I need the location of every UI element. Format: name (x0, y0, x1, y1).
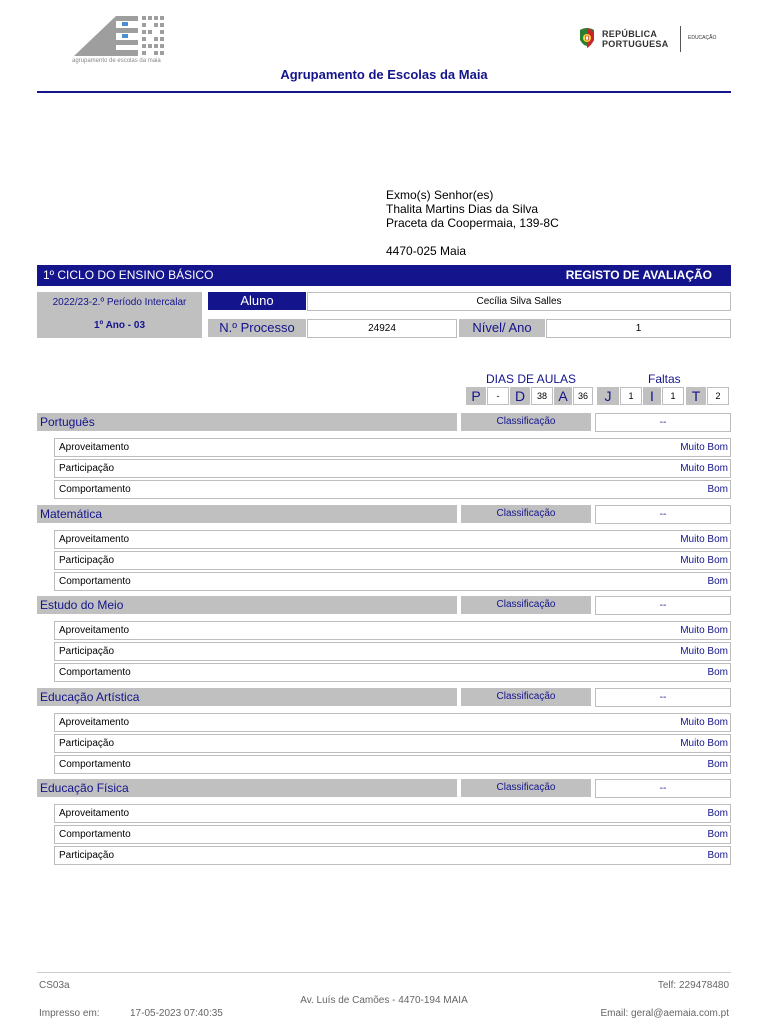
criterion-row (54, 459, 731, 478)
criterion-label: Aproveitamento (59, 717, 130, 728)
classification-label: Classificação (461, 779, 591, 797)
criterion-label: Aproveitamento (59, 442, 130, 453)
criterion-value: Bom (707, 667, 728, 678)
criterion-row (54, 480, 731, 499)
logo-divider (680, 26, 681, 52)
i-value: 1 (662, 387, 684, 405)
subject-title: Estudo do Meio (37, 596, 457, 614)
i-label: I (643, 387, 661, 405)
criterion-value: Bom (707, 576, 728, 587)
cycle-label: 1º CICLO DO ENSINO BÁSICO (43, 268, 214, 282)
criterion-value: Muito Bom (680, 534, 728, 545)
classification-label: Classificação (461, 688, 591, 706)
header-rule (37, 91, 731, 93)
criterion-row (54, 572, 731, 591)
subject-title: Educação Física (37, 779, 457, 797)
criterion-row (54, 804, 731, 823)
classification-value: -- (595, 688, 731, 707)
criterion-row (54, 846, 731, 865)
classification-value: -- (595, 779, 731, 798)
d-value: 38 (531, 387, 553, 405)
criterion-label: Aproveitamento (59, 534, 130, 545)
dias-aulas-label: DIAS DE AULAS (486, 372, 577, 386)
t-label: T (686, 387, 706, 405)
criterion-label: Comportamento (59, 667, 131, 678)
report-banner (37, 265, 731, 286)
criterion-label: Comportamento (59, 759, 131, 770)
t-value: 2 (707, 387, 729, 405)
criterion-row (54, 530, 731, 549)
classification-label: Classificação (461, 505, 591, 523)
address-name: Thalita Martins Dias da Silva (386, 202, 539, 216)
republic-line1: REPÚBLICA (602, 29, 658, 39)
period-box (37, 292, 202, 338)
republic-logo (577, 26, 727, 54)
criterion-label: Comportamento (59, 576, 131, 587)
criterion-row (54, 713, 731, 732)
criterion-row (54, 438, 731, 457)
ministry-label: EDUCAÇÃO (688, 35, 717, 41)
criterion-row (54, 825, 731, 844)
criterion-label: Participação (59, 738, 115, 749)
criterion-value: Bom (707, 850, 728, 861)
criterion-row (54, 755, 731, 774)
criterion-value: Bom (707, 484, 728, 495)
criterion-label: Comportamento (59, 829, 131, 840)
subject-title: Português (37, 413, 457, 431)
period-label: 2022/23-2.º Período Intercalar (52, 297, 187, 308)
criterion-value: Bom (707, 829, 728, 840)
classification-label: Classificação (461, 413, 591, 431)
criterion-row (54, 621, 731, 640)
criterion-value: Muito Bom (680, 625, 728, 636)
republic-line2: PORTUGUESA (602, 39, 669, 49)
criterion-row (54, 551, 731, 570)
criterion-label: Participação (59, 646, 115, 657)
criterion-label: Comportamento (59, 484, 131, 495)
criterion-label: Participação (59, 463, 115, 474)
coat-of-arms-icon (577, 26, 597, 52)
a-value: 36 (573, 387, 593, 405)
footer-code: CS03a (39, 980, 70, 991)
criterion-label: Participação (59, 555, 115, 566)
school-title: Agrupamento de Escolas da Maia (280, 67, 488, 82)
nivel-value: 1 (546, 319, 731, 338)
footer-phone: Telf: 229478480 (657, 980, 729, 991)
report-title: REGISTO DE AVALIAÇÃO (565, 268, 712, 282)
aluno-value: Cecília Silva Salles (307, 292, 731, 311)
classification-value: -- (595, 596, 731, 615)
criterion-value: Muito Bom (680, 717, 728, 728)
criterion-row (54, 642, 731, 661)
p-label: P (466, 387, 486, 405)
address-salutation: Exmo(s) Senhor(es) (386, 188, 494, 202)
classification-value: -- (595, 505, 731, 524)
a-label: A (554, 387, 572, 405)
subject-title: Matemática (37, 505, 457, 523)
criterion-value: Muito Bom (680, 646, 728, 657)
j-label: J (597, 387, 619, 405)
classification-value: -- (595, 413, 731, 432)
p-value: - (487, 387, 509, 405)
footer-address: Av. Luís de Camões - 4470-194 MAIA (300, 995, 468, 1006)
criterion-value: Muito Bom (680, 442, 728, 453)
criterion-row (54, 734, 731, 753)
classification-label: Classificação (461, 596, 591, 614)
criterion-value: Muito Bom (680, 463, 728, 474)
criterion-value: Muito Bom (680, 738, 728, 749)
nivel-label: Nível/ Ano (459, 319, 545, 337)
footer-email: Email: geral@aemaia.com.pt (600, 1008, 729, 1019)
criterion-label: Participação (59, 850, 115, 861)
subject-title: Educação Artística (37, 688, 457, 706)
processo-value: 24924 (307, 319, 457, 338)
j-value: 1 (620, 387, 642, 405)
aluno-label: Aluno (208, 292, 306, 310)
address-street: Praceta da Coopermaia, 139-8C (386, 216, 559, 230)
criterion-value: Bom (707, 759, 728, 770)
printed-label: Impresso em: (39, 1008, 100, 1019)
processo-label: N.º Processo (208, 319, 306, 337)
logo-caption: agrupamento de escolas da maia (72, 58, 161, 64)
printed-value: 17-05-2023 07:40:35 (130, 1008, 223, 1019)
footer-rule (37, 972, 731, 973)
address-postal: 4470-025 Maia (386, 244, 467, 258)
criterion-row (54, 663, 731, 682)
school-logo (72, 14, 172, 66)
criterion-label: Aproveitamento (59, 625, 130, 636)
criterion-value: Muito Bom (680, 555, 728, 566)
d-label: D (510, 387, 530, 405)
faltas-label: Faltas (648, 372, 681, 386)
year-class-label: 1º Ano - 03 (93, 320, 146, 331)
criterion-value: Bom (707, 808, 728, 819)
criterion-label: Aproveitamento (59, 808, 130, 819)
